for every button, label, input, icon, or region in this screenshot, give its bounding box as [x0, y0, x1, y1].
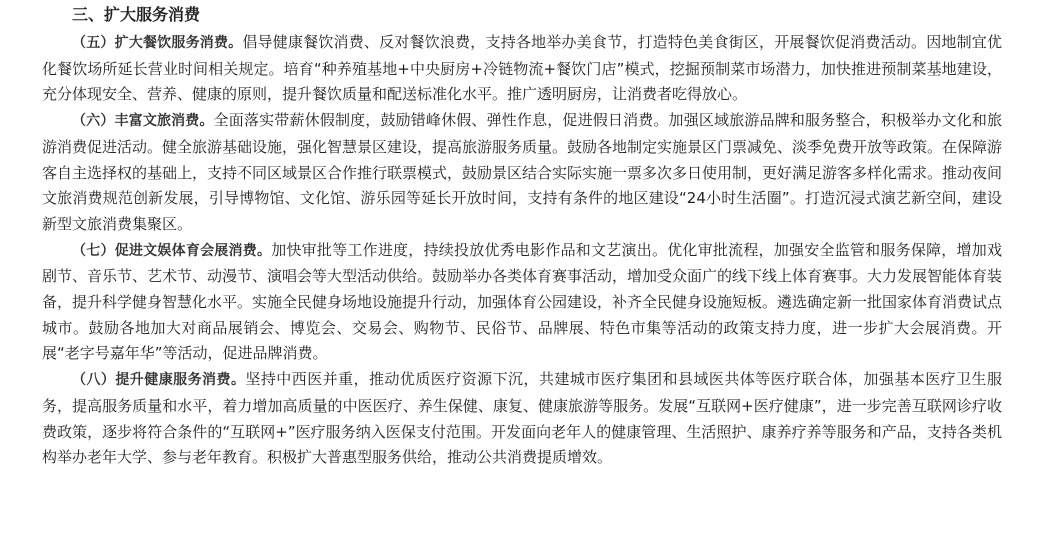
paragraph-health: [42, 367, 1002, 471]
paragraph-lead: （五）扩大餐饮服务消费。: [72, 35, 243, 51]
document-body: [42, 0, 1002, 471]
paragraph-catering: [42, 30, 1002, 108]
paragraph-lead: （七）促进文娱体育会展消费。: [72, 242, 272, 259]
paragraph-lead: （六）丰富文旅消费。: [72, 113, 214, 130]
paragraph-entertainment-sports: [42, 238, 1002, 368]
paragraph-body: 全面落实带薪休假制度，鼓励错峰休假、弹性作息，促进假日消费。加强区域旅游品牌和服务整合，积极举办文化和旅游消费促进活动。健全旅游基础设施，强化智慧景区建设，提高旅游服务质量。鼓励各地制定实施景区门票减免、淡季免费开放等政策。在保障游客自主选择权的基础上，支持不同区域景区合作推行联票模式，鼓励景区结合实际实施一票多次多日使用制，更好满足游客多样化需求。推动夜间文旅消费规范创新发展，引导博物馆、文化馆、游乐园等延长开放时间，支持有条件的地区建设“24小时生活圈”。打造沉浸式演艺新空间，建设新型文旅消费集聚区。: [42, 111, 1003, 233]
paragraph-culture-tourism: [42, 108, 1002, 238]
paragraph-body: 坚持中西医并重，推动优质医疗资源下沉，共建城市医疗集团和县域医共体等医疗联合体，加强基本医疗卫生服务，提高服务质量和水平，着力增加高质量的中医医疗、养生保健、康复、健康旅游等服务。发展“互联网+医疗健康”，进一步完善互联网诊疗收费政策，逐步将符合条件的“互联网+”医疗服务纳入医保支付范围。开发面向老年人的健康管理、生活照护、康养疗养等服务和产品，支持各类机构举办老年大学、参与老年教育。积极扩大普惠型服务供给，推动公共消费提质增效。: [42, 370, 1002, 467]
paragraph-lead: （八）提升健康服务消费。: [72, 372, 246, 389]
paragraph-body: 倡导健康餐饮消费、反对餐饮浪费，支持各地举办美食节，打造特色美食街区，开展餐饮促消费活动。因地制宜优化餐饮场所延长营业时间相关规定。培育“种养殖基地+中央厨房+冷链物流+餐饮门店”模式，挖掘预制菜市场潜力，加快推进预制菜基地建设，充分体现安全、营养、健康的原则，提升餐饮质量和配送标准化水平。推广透明厨房，让消费者吃得放心。: [42, 33, 1002, 104]
section-title: 三、扩大服务消费: [72, 5, 201, 24]
paragraph-body: 加快审批等工作进度，持续投放优秀电影作品和文艺演出。优化审批流程，加强安全监管和服务保障，增加戏剧节、音乐节、艺术节、动漫节、演唱会等大型活动供给。鼓励举办各类体育赛事活动，增加受众面广的线下线上体育赛事。大力发展智能体育装备，提升科学健身智慧化水平。实施全民健身场地设施提升行动，加强体育公园建设，补齐全民健身设施短板。遴选确定新一批国家体育消费试点城市。鼓励各地加大对商品展销会、博览会、交易会、购物节、民俗节、品牌展、特色市集等活动的政策支持力度，进一步扩大会展消费。开展“老字号嘉年华”等活动，促进品牌消费。: [42, 240, 1003, 363]
